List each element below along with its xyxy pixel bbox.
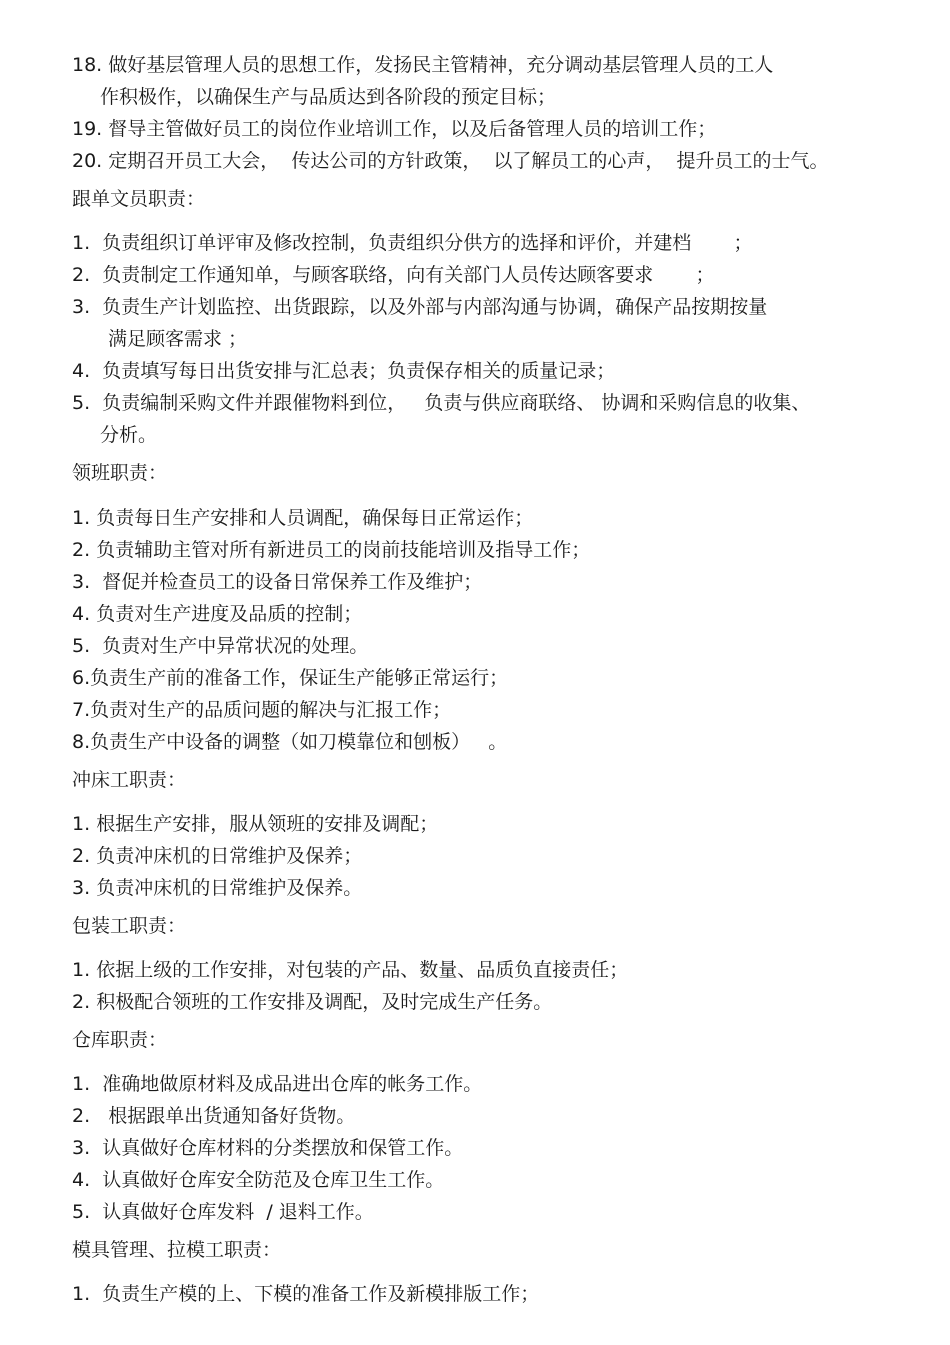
list-item-continuation: 分析。 <box>100 424 158 446</box>
item-number: 19. <box>72 118 103 140</box>
list-item <box>72 569 482 595</box>
item-number: 8. <box>72 731 91 753</box>
item-number: 3. <box>72 1137 91 1159</box>
list-item <box>72 1135 463 1161</box>
item-number: 4. <box>72 1169 91 1191</box>
list-item <box>72 697 451 723</box>
list-item <box>72 729 507 755</box>
item-text: 负责生产计划监控、出货跟踪，以及外部与内部沟通与协调，确保产品按期按量 <box>102 296 768 318</box>
list-item <box>72 601 362 627</box>
item-number: 1. <box>72 1073 91 1095</box>
item-text: 积极配合领班的工作安排及调配，及时完成生产任务。 <box>96 991 553 1013</box>
item-text: 负责对生产进度及品质的控制； <box>96 603 363 625</box>
item-number: 1. <box>72 232 91 254</box>
list-item <box>72 52 773 78</box>
list-item <box>72 262 715 288</box>
list-item <box>72 633 368 659</box>
section-heading-warehouse: 仓库职责： <box>72 1029 168 1051</box>
list-item <box>72 505 533 531</box>
list-item <box>72 811 438 837</box>
item-text: 督导主管做好员工的岗位作业培训工作，以及后备管理人员的培训工作； <box>108 118 717 140</box>
item-text: 负责生产前的准备工作，保证生产能够正常运行； <box>90 667 509 689</box>
section-heading-clerk: 跟单文员职责： <box>72 188 206 210</box>
item-text: 依据上级的工作安排，对包装的产品、数量、品质负直接责任； <box>96 959 629 981</box>
item-number: 3. <box>72 877 91 899</box>
list-item <box>72 989 552 1015</box>
item-text: 负责生产中设备的调整（如刀模靠位和刨板） 。 <box>90 731 508 753</box>
item-number: 5. <box>72 392 91 414</box>
item-number: 1. <box>72 1283 91 1305</box>
list-item <box>72 665 508 691</box>
list-item <box>72 843 362 869</box>
item-text: 负责编制采购文件并跟催物料到位， 负责与供应商联络、 协调和采购信息的收集、 <box>102 392 811 414</box>
item-number: 2. <box>72 1105 91 1127</box>
item-text: 认真做好仓库材料的分类摆放和保管工作。 <box>102 1137 464 1159</box>
list-item <box>72 148 829 174</box>
item-number: 18. <box>72 54 103 76</box>
item-number: 20. <box>72 150 103 172</box>
item-number: 1. <box>72 959 91 981</box>
list-item <box>72 358 615 384</box>
item-text: 负责辅助主管对所有新进员工的岗前技能培训及指导工作； <box>96 539 591 561</box>
item-text: 负责生产模的上、下模的准备工作及新模排版工作； <box>102 1283 540 1305</box>
item-text: 根据跟单出货通知备好货物。 <box>102 1105 356 1127</box>
list-item <box>72 537 590 563</box>
item-number: 2. <box>72 539 91 561</box>
item-text: 负责对生产的品质问题的解决与汇报工作； <box>90 699 452 721</box>
list-item <box>72 875 362 901</box>
item-number: 6. <box>72 667 91 689</box>
list-item <box>72 1167 444 1193</box>
item-text: 督促并检查员工的设备日常保养工作及维护； <box>96 571 483 593</box>
list-item-continuation: 满足顾客需求 ； <box>108 328 248 350</box>
item-number: 3. <box>72 571 91 593</box>
item-text: 认真做好仓库安全防范及仓库卫生工作。 <box>102 1169 445 1191</box>
item-text: 认真做好仓库发料 / 退料工作。 <box>102 1201 374 1223</box>
list-item <box>72 1281 539 1307</box>
item-number: 5. <box>72 1201 91 1223</box>
list-item <box>72 1071 482 1097</box>
section-heading-pack: 包装工职责： <box>72 915 187 937</box>
list-item <box>72 957 628 983</box>
section-heading-mold: 模具管理、拉模工职责： <box>72 1239 282 1261</box>
item-number: 4. <box>72 360 91 382</box>
item-text: 负责每日生产安排和人员调配，确保每日正常运作； <box>96 507 534 529</box>
list-item <box>72 1103 355 1129</box>
item-text: 负责填写每日出货安排与汇总表；负责保存相关的质量记录； <box>102 360 616 382</box>
item-text: 负责组织订单评审及修改控制，负责组织分供方的选择和评价，并建档 ； <box>102 232 753 254</box>
item-text: 负责对生产中异常状况的处理。 <box>96 635 369 657</box>
section-heading-leader: 领班职责： <box>72 462 168 484</box>
list-item-continuation: 作积极作，以确保生产与品质达到各阶段的预定目标； <box>100 86 557 108</box>
list-item <box>72 390 810 416</box>
section-heading-punch: 冲床工职责： <box>72 769 187 791</box>
list-item <box>72 1199 374 1225</box>
item-number: 5. <box>72 635 91 657</box>
item-text: 负责冲床机的日常维护及保养。 <box>96 877 363 899</box>
item-number: 1. <box>72 813 91 835</box>
item-text: 根据生产安排，服从领班的安排及调配； <box>96 813 439 835</box>
list-item <box>72 116 716 142</box>
item-number: 4. <box>72 603 91 625</box>
item-text: 负责制定工作通知单，与顾客联络，向有关部门人员传达顾客要求 ； <box>102 264 715 286</box>
list-item <box>72 230 753 256</box>
item-text: 定期召开员工大会， 传达公司的方针政策， 以了解员工的心声， 提升员工的士气。 <box>108 150 829 172</box>
item-number: 2. <box>72 264 91 286</box>
item-text: 做好基层管理人员的思想工作，发扬民主管精神，充分调动基层管理人员的工人 <box>108 54 774 76</box>
item-text: 负责冲床机的日常维护及保养； <box>96 845 363 867</box>
list-item <box>72 294 767 320</box>
item-number: 1. <box>72 507 91 529</box>
item-number: 2. <box>72 991 91 1013</box>
item-number: 2. <box>72 845 91 867</box>
item-number: 3. <box>72 296 91 318</box>
item-text: 准确地做原材料及成品进出仓库的帐务工作。 <box>102 1073 483 1095</box>
item-number: 7. <box>72 699 91 721</box>
